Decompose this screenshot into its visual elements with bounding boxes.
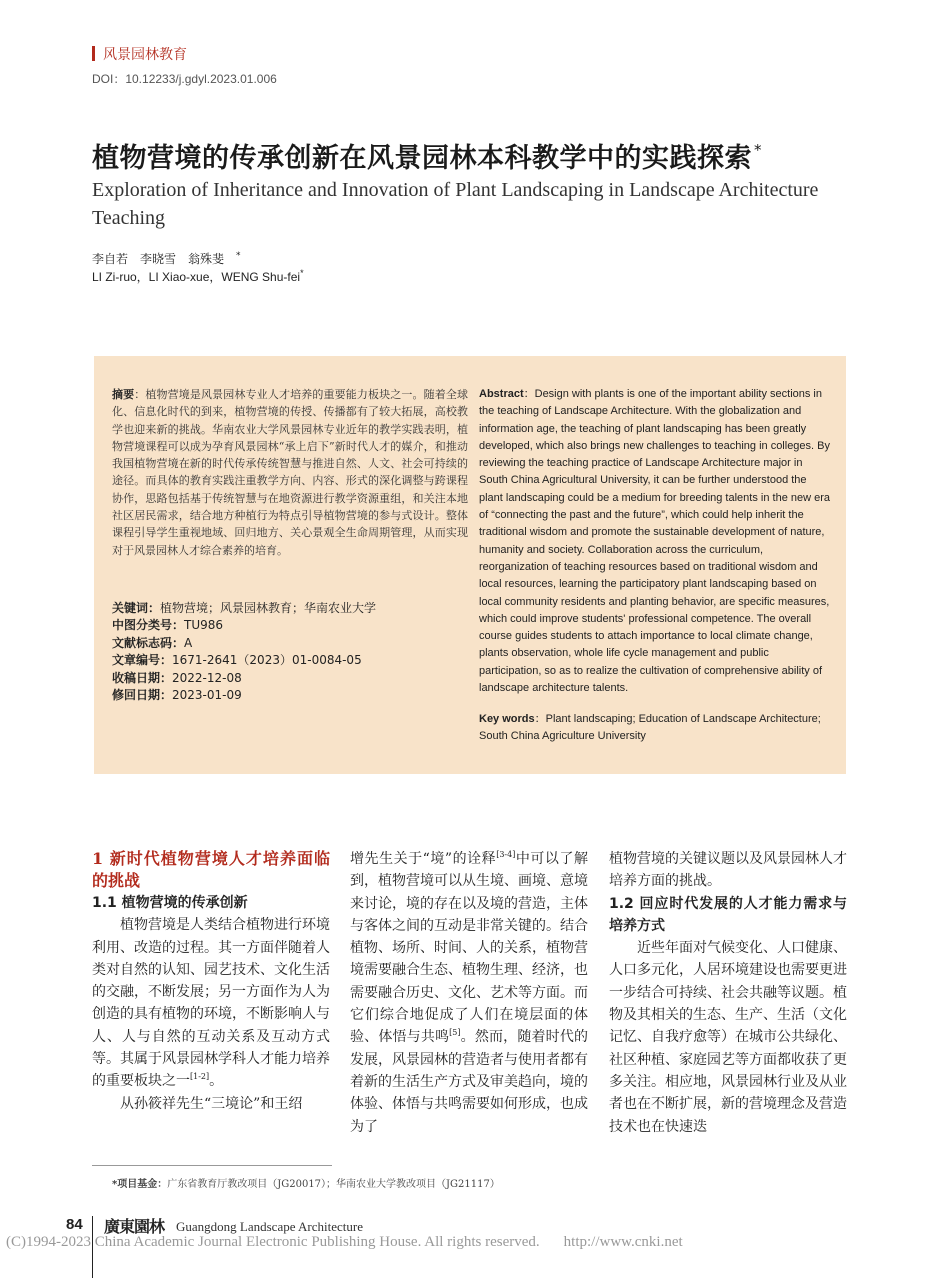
abstract-cn	[112, 386, 468, 559]
paragraph-1-text: 植物营境是人类结合植物进行环境利用、改造的过程。其一方面伴随着人类对自然的认知、园艺技术、文化生活的交融，不断发展；另一方面作为人为创造的具有植物的环境，不断影响人与人、人与自然的互动关系及互动方式等。其属于风景园林学科人才能力培养的重要板块之一	[92, 917, 330, 1090]
meta-revised	[112, 687, 468, 704]
body-column-1	[92, 848, 330, 1115]
body-column-2	[350, 848, 588, 1138]
doi[interactable]: DOI：10.12233/j.gdyl.2023.01.006	[92, 72, 277, 86]
paragraph-1	[92, 914, 330, 1092]
author-3	[188, 252, 241, 266]
cnki-link[interactable]: http://www.cnki.net	[563, 1234, 683, 1250]
meta-clc-value: TU986	[184, 618, 224, 633]
subsection-heading-1-2: 1.2 回应时代发展的人才能力需求与培养方式	[609, 895, 847, 934]
title-en: Exploration of Inheritance and Innovation of Plant Landscaping in Landscape Architecture Teaching	[92, 179, 819, 229]
paragraph-2-end: 。然而，随着时代的发展，风景园林的营造者与使用者都有着新的生活生产方式及审美趋向，境的体验、体悟与共鸣需要如何形成，也成为了	[350, 1029, 589, 1135]
meta-doc-code	[112, 635, 468, 652]
author-1: 李自若	[92, 252, 129, 266]
title-cn-text: 植物营境的传承创新在风景园林本科教学中的实践探索	[92, 143, 752, 174]
title-footnote-mark[interactable]: *	[754, 141, 762, 159]
footnote	[112, 1175, 500, 1190]
meta-revised-label: 修回日期：	[112, 688, 173, 703]
meta-article-no	[112, 652, 468, 669]
abstract-cn-text: ：植物营境是风景园林专业人才培养的重要能力板块之一。随着全球化、信息化时代的到来，植物营境的传授、传播都有了较大拓展，高校教学也迎来新的挑战。华南农业大学风景园林专业近年的教学实践表明，植物营境课程可以成为孕育风景园林“承上启下”新时代人才的媒介，和推动我国植物营境在新的时代传承传统智慧与推进自然、人文、社会可持续的途径。而具体的教育实践注重教学方向、内容、形式的深化调整与跨课程协作，思路包括基于传统智慧与在地资源进行教学资源重组，和关注本地社区居民需求，结合地方种植行为特点引导植物营境的参与式设计。整体课程引导学生重视地域、回归地方、关心景观全生命周期管理，从而实现对于风景园林人才综合素养的培育。	[112, 388, 469, 557]
author-3-mark: *	[236, 251, 241, 261]
abstract-en	[479, 386, 833, 697]
footnote-text: 广东省教育厅教改项目（JG20017）；华南农业大学教改项目（JG21117）	[167, 1179, 500, 1190]
meta-keywords-label: 关键词：	[112, 601, 161, 615]
section-heading-1: 1 新时代植物营境人才培养面临的挑战	[92, 849, 330, 890]
page-number: 84	[66, 1216, 83, 1233]
author-2: 李晓雪	[140, 252, 177, 266]
authors-en	[92, 268, 304, 285]
paragraph-2-start: 从孙筱祥先生“三境论”和王绍	[120, 1095, 303, 1112]
meta-received	[112, 670, 468, 687]
copyright-text: (C)1994-2023 China Academic Journal Electronic Publishing House. All rights reserved.	[6, 1234, 540, 1250]
keywords-en	[479, 711, 833, 746]
meta-article-no-value: 1671-2641（2023）01-0084-05	[172, 653, 362, 668]
section-tag	[92, 44, 187, 64]
meta-revised-value: 2023-01-09	[172, 688, 242, 703]
article-meta	[112, 600, 468, 704]
citation-3-4[interactable]: [3-4]	[496, 850, 516, 859]
authors-cn	[92, 250, 241, 267]
meta-received-label: 收稿日期：	[112, 670, 173, 685]
keywords-en-text: ：Plant landscaping; Education of Landscape Architecture; South China Agriculture University	[479, 713, 821, 743]
meta-received-value: 2022-12-08	[172, 670, 242, 685]
meta-article-no-label: 文章编号：	[112, 653, 173, 668]
keywords-en-label: Key words	[479, 713, 535, 725]
paragraph-2-cont-text: 增先生关于“境”的诠释	[350, 851, 497, 867]
footnote-label: *项目基金：	[112, 1179, 168, 1190]
journal-logo: 廣東園林	[104, 1217, 165, 1236]
body-column-3	[609, 848, 847, 1138]
paragraph-3: 近些年面对气候变化、人口健康、人口多元化，人居环境建设也需要更进一步结合可持续、社会共融等议题。植物及其相关的生态、生产、生活（文化记忆、自我疗愈等）在城市公共绿化、社区种植、家庭园艺等方面都收获了更多关注。相应地，风景园林行业及从业者也在不断扩展，新的营境理念及营造技术也在快速迭	[609, 940, 847, 1135]
authors-en-mark: *	[300, 268, 304, 278]
meta-doc-code-value: A	[184, 635, 193, 650]
journal-name: Guangdong Landscape Architecture	[176, 1219, 363, 1234]
section-bar	[92, 46, 95, 61]
paragraph-2-cont	[350, 848, 588, 1138]
meta-doc-code-label: 文献标志码：	[112, 635, 185, 650]
abstract-cn-label: 摘要	[112, 388, 135, 401]
abstract-en-text: ：Design with plants is one of the important ability sections in the teaching of Landscape Architecture. With the globalization and information age, the teaching of plant landscaping has been greatly developed, which also brings new challenges to teaching in colleges. By reviewing the teaching practice of Landscape Architecture major in South China Agricultural University, it can be further understood the plant landscaping could be a medium for breeding talents in the new era of “connecting the past and the future”, which could help inherit the traditional wisdom and promote the sustainable development of nature, humanity and society. Collaboration across the curriculum, reorganization of teaching resources based on traditional wisdom and local resources, learning the participatory plant landscaping based on local community residents and planting behavior, are specific measures, which could improve students' professional competence. The overall course guides students to attach importance to local climate change, plants observation, whole life cycle management and public participation, so as to realize the cultivation of comprehensive ability of landscape architecture talents.	[479, 388, 831, 695]
copyright-watermark	[0, 1234, 950, 1251]
citation-5[interactable]: [5]	[449, 1028, 461, 1038]
meta-keywords-value: 植物营境；风景园林教育；华南农业大学	[160, 601, 377, 615]
paragraph-2-mid: 中可以了解到，植物营境可以从生境、画境、意境来讨论，境的存在以及境的营造，主体与客体之间的互动是非常关键的。结合植物、场所、时间、人的关系，植物营境需要融合生态、植物生理、经济，也需要融合历史、文化、艺术等方面。而它们综合地促成了人们在境层面的体验、体悟与共鸣	[350, 851, 588, 1046]
paragraph-2-tail: 植物营境的关键议题以及风景园林人才培养方面的挑战。	[609, 851, 847, 890]
meta-keywords	[112, 600, 468, 617]
meta-clc-label: 中图分类号：	[112, 618, 185, 633]
meta-clc	[112, 617, 468, 634]
page-title	[92, 136, 762, 175]
section-tag-label: 风景园林教育	[103, 47, 187, 63]
subsection-heading-1-1: 1.1 植物营境的传承创新	[92, 895, 248, 911]
abstract-en-label: Abstract	[479, 388, 524, 400]
paragraph-1-end: 。	[209, 1073, 224, 1090]
footnote-rule	[92, 1165, 332, 1166]
citation-1-2[interactable]: [1-2]	[190, 1072, 210, 1082]
authors-en-text: LI Zi-ruo，LI Xiao-xue，WENG Shu-fei	[92, 270, 301, 284]
author-3-name: 翁殊斐	[188, 252, 225, 266]
